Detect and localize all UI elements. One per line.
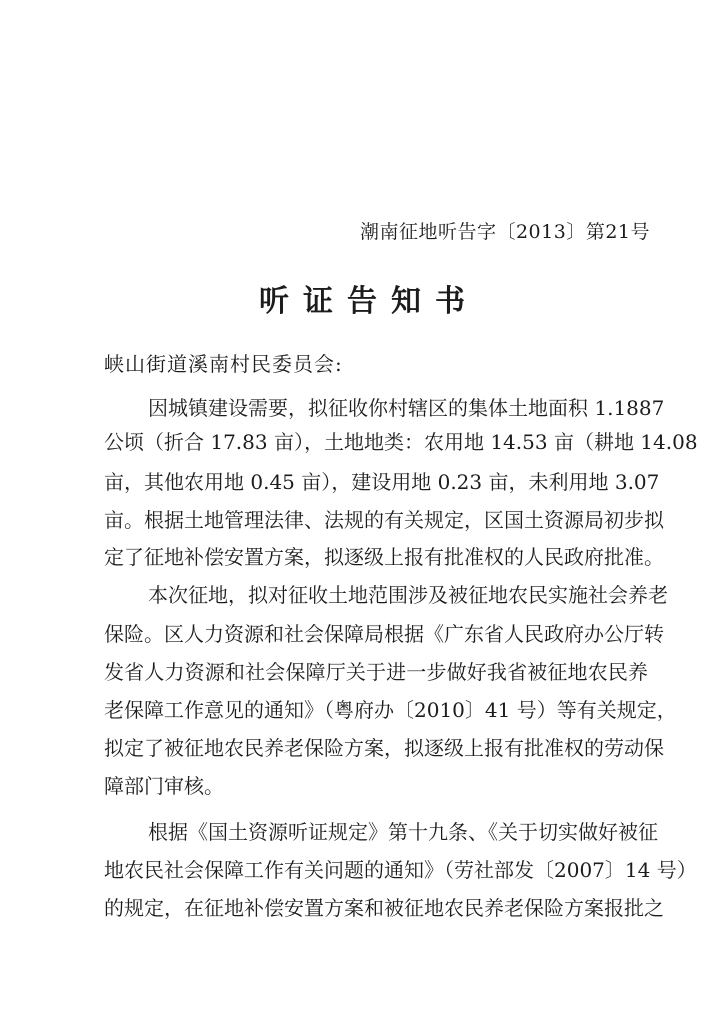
paragraph-line: 拟定了被征地农民养老保险方案，拟逐级上报有批准权的劳动保 <box>104 736 664 760</box>
paragraph-line: 根据《国土资源听证规定》第十九条、《关于切实做好被征 <box>148 820 658 844</box>
paragraph-line: 的规定，在征地补偿安置方案和被征地农民养老保险方案报批之 <box>104 896 664 920</box>
document-title: 听证告知书 <box>259 284 479 319</box>
paragraph-line: 公顷（折合 17.83 亩），土地地类：农用地 14.53 亩（耕地 14.08 <box>104 430 698 454</box>
document-number: 潮南征地听告字〔2013〕第21号 <box>359 221 650 243</box>
paragraph-line: 本次征地，拟对征收土地范围涉及被征地农民实施社会养老 <box>148 583 668 607</box>
addressee: 峡山街道溪南村民委员会: <box>104 352 343 376</box>
paragraph-line: 障部门审核。 <box>104 774 224 798</box>
paragraph-line: 地农民社会保障工作有关问题的通知》（劳社部发〔2007〕14 号） <box>104 858 697 882</box>
paragraph-line: 亩。根据土地管理法律、法规的有关规定，区国土资源局初步拟 <box>104 508 664 532</box>
paragraph-line: 保险。区人力资源和社会保障局根据《广东省人民政府办公厅转 <box>104 622 664 646</box>
paragraph-line: 老保障工作意见的通知》（粤府办〔2010〕41 号）等有关规定， <box>104 698 677 722</box>
paragraph-line: 定了征地补偿安置方案，拟逐级上报有批准权的人民政府批准。 <box>104 545 664 569</box>
paragraph-line: 亩，其他农用地 0.45 亩），建设用地 0.23 亩，未利用地 3.07 <box>104 470 660 494</box>
paragraph-line: 因城镇建设需要，拟征收你村辖区的集体土地面积 1.1887 <box>148 396 665 420</box>
paragraph-line: 发省人力资源和社会保障厅关于进一步做好我省被征地农民养 <box>104 660 648 684</box>
